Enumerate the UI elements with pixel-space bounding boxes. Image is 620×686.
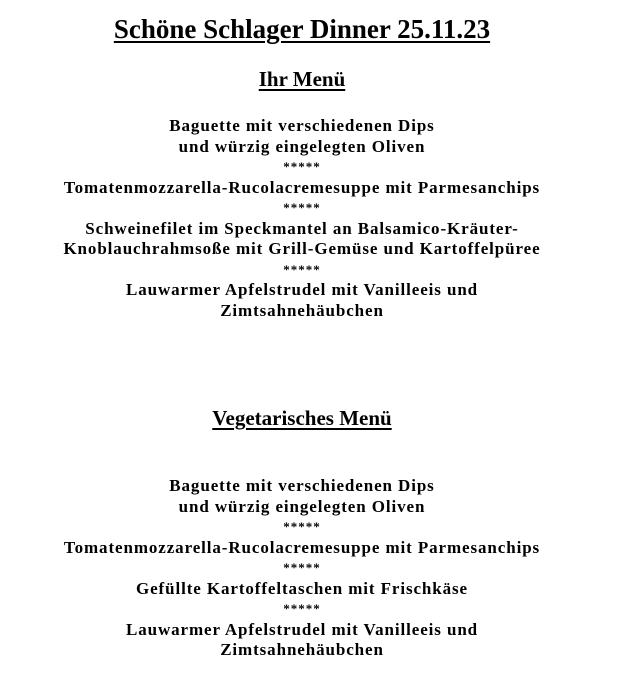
course-line: Baguette mit verschiedenen Dips [169, 116, 435, 135]
course-line: und würzig eingelegten Oliven [178, 496, 426, 516]
menu-courses-vegetarisch [0, 476, 604, 661]
course-separator: ***** [283, 560, 321, 575]
menu-courses-ihr-menue [0, 116, 604, 321]
course-line: Schweinefilet im Speckmantel an Balsamico-Kräuter- [85, 218, 519, 238]
course-separator: ***** [283, 519, 321, 534]
course-line: Zimtsahnehäubchen [220, 300, 384, 320]
course-line: Lauwarmer Apfelstrudel mit Vanilleeis und [125, 280, 479, 299]
course-separator: ***** [283, 159, 321, 174]
course-separator: ***** [283, 261, 321, 277]
course-line: Lauwarmer Apfelstrudel mit Vanilleeis und [125, 619, 479, 639]
menu-heading-vegetarisch [0, 405, 604, 431]
page-title [0, 13, 604, 45]
menu-heading-text: Vegetarisches Menü [212, 406, 392, 430]
course-separator: ***** [283, 200, 321, 215]
course-line: Tomatenmozzarella-Rucolacremesuppe mit Parmesanchips [63, 177, 541, 197]
course-line: Tomatenmozzarella-Rucolacremesuppe mit Parmesanchips [63, 537, 541, 557]
course-separator: ***** [283, 601, 321, 616]
course-line: Zimtsahnehäubchen [220, 640, 384, 659]
menu-heading-text: Ihr Menü [258, 67, 346, 91]
course-line: Gefüllte Kartoffeltaschen mit Frischkäse [135, 578, 468, 598]
course-line: Baguette mit verschiedenen Dips [169, 476, 435, 495]
course-line: Knoblauchrahmsoße mit Grill-Gemüse und Kartoffelpüree [63, 239, 541, 258]
course-line: und würzig eingelegten Oliven [178, 136, 426, 156]
page-title-text: Schöne Schlager Dinner 25.11.23 [113, 14, 491, 44]
menu-heading-ihr-menue [0, 66, 604, 92]
